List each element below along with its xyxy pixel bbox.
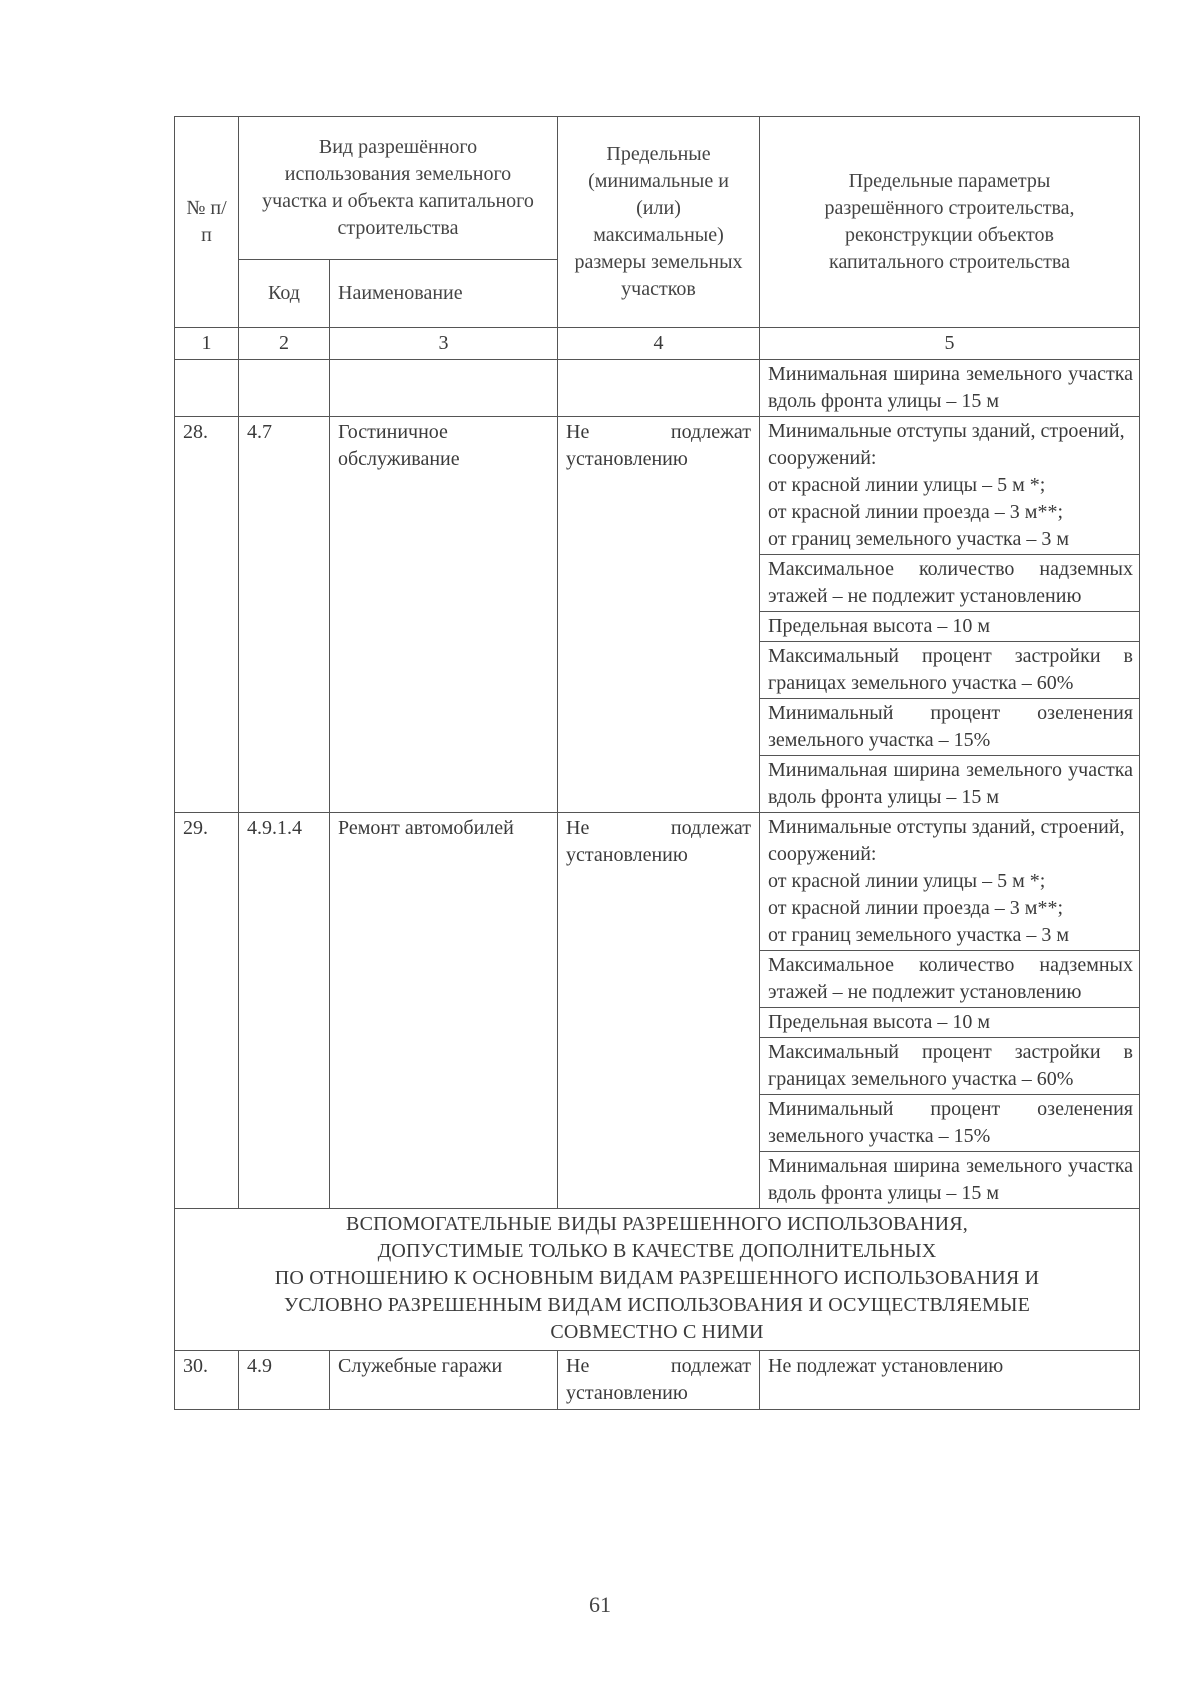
row29-size: Не подлежат установлению	[558, 813, 760, 1209]
regulations-table	[174, 116, 1140, 1410]
header-sizes: Предельные (минимальные и (или) максимальные) размеры земельных участков	[558, 117, 760, 328]
row29-code: 4.9.1.4	[239, 813, 330, 1209]
row28-param-setback-driveway: от красной линии проезда – 3 м**;	[768, 501, 1064, 523]
header-num: № п/п	[175, 117, 239, 328]
section-title-line-3: ПО ОТНОШЕНИЮ К ОСНОВНЫМ ВИДАМ РАЗРЕШЕННОГО ИСПОЛЬЗОВАНИЯ И	[274, 1267, 1040, 1289]
colnum-5: 5	[760, 328, 1140, 360]
section-title-line-1: ВСПОМОГАТЕЛЬНЫЕ ВИДЫ РАЗРЕШЕННОГО ИСПОЛЬЗОВАНИЯ,	[346, 1213, 968, 1235]
carryover-row	[175, 360, 1140, 417]
page-number: 61	[589, 1592, 611, 1617]
row28-size: Не подлежат установлению	[558, 417, 760, 813]
row29-param-setback-driveway: от красной линии проезда – 3 м**;	[768, 897, 1064, 919]
section-title-line-4: УСЛОВНО РАЗРЕШЕННЫМ ВИДАМ ИСПОЛЬЗОВАНИЯ И ОСУЩЕСТВЛЯЕМЫЕ	[283, 1294, 1031, 1316]
row30-size: Не подлежат установлению	[558, 1351, 760, 1410]
row28-code: 4.7	[239, 417, 330, 813]
row28-name: Гостиничное обслуживание	[330, 417, 558, 813]
row29-name: Ремонт автомобилей	[330, 813, 558, 1209]
table-row-28	[175, 417, 1140, 555]
row29-param-coverage: Максимальный процент застройки в границах земельного участка – 60%	[760, 1038, 1140, 1095]
row30-num: 30.	[175, 1351, 239, 1410]
row29-num: 29.	[175, 813, 239, 1209]
row28-param-floors: Максимальное количество надземных этажей – не подлежит установлению	[760, 555, 1140, 612]
section-title-row	[175, 1209, 1140, 1351]
header-use-type: Вид разрешённого использования земельного участка и объекта капитального строительства	[239, 117, 558, 260]
colnum-1: 1	[175, 328, 239, 360]
row30-name: Служебные гаражи	[330, 1351, 558, 1410]
row28-param-setback-boundary: от границ земельного участка – 3 м	[768, 528, 1069, 550]
row29-param-setbacks	[760, 813, 1140, 951]
section-title-line-2: ДОПУСТИМЫЕ ТОЛЬКО В КАЧЕСТВЕ ДОПОЛНИТЕЛЬНЫХ	[377, 1240, 937, 1262]
colnum-2: 2	[239, 328, 330, 360]
row28-param-setback-street: от красной линии улицы – 5 м *;	[768, 474, 1046, 496]
table-row-29	[175, 813, 1140, 951]
row29-param-setback-street: от красной линии улицы – 5 м *;	[768, 870, 1046, 892]
section-title	[175, 1209, 1140, 1351]
colnum-3: 3	[330, 328, 558, 360]
row28-param-height: Предельная высота – 10 м	[760, 612, 1140, 642]
colnum-4: 4	[558, 328, 760, 360]
header-row-1	[175, 117, 1140, 260]
row29-param-setback-boundary: от границ земельного участка – 3 м	[768, 924, 1069, 946]
table-row-30	[175, 1351, 1140, 1410]
carryover-param: Минимальная ширина земельного участка вдоль фронта улицы – 15 м	[760, 360, 1140, 417]
section-title-line-5: СОВМЕСТНО С НИМИ	[550, 1321, 764, 1343]
row28-param-setbacks-title: Минимальные отступы зданий, строений, сооружений:	[768, 420, 1125, 469]
row29-param-greenery: Минимальный процент озеленения земельного участка – 15%	[760, 1095, 1140, 1152]
header-params: Предельные параметры разрешённого строительства, реконструкции объектов капитального строительства	[760, 117, 1140, 328]
row28-param-width: Минимальная ширина земельного участка вдоль фронта улицы – 15 м	[760, 756, 1140, 813]
row28-param-setbacks	[760, 417, 1140, 555]
row30-params: Не подлежат установлению	[760, 1351, 1140, 1410]
row28-num: 28.	[175, 417, 239, 813]
row29-param-setbacks-title: Минимальные отступы зданий, строений, сооружений:	[768, 816, 1125, 865]
column-numbers-row	[175, 328, 1140, 360]
row29-param-floors: Максимальное количество надземных этажей – не подлежит установлению	[760, 951, 1140, 1008]
header-name: Наименование	[330, 260, 558, 328]
row30-code: 4.9	[239, 1351, 330, 1410]
header-code: Код	[239, 260, 330, 328]
row28-param-greenery: Минимальный процент озеленения земельного участка – 15%	[760, 699, 1140, 756]
row29-param-height: Предельная высота – 10 м	[760, 1008, 1140, 1038]
row29-param-width: Минимальная ширина земельного участка вдоль фронта улицы – 15 м	[760, 1152, 1140, 1209]
row28-param-coverage: Максимальный процент застройки в границах земельного участка – 60%	[760, 642, 1140, 699]
